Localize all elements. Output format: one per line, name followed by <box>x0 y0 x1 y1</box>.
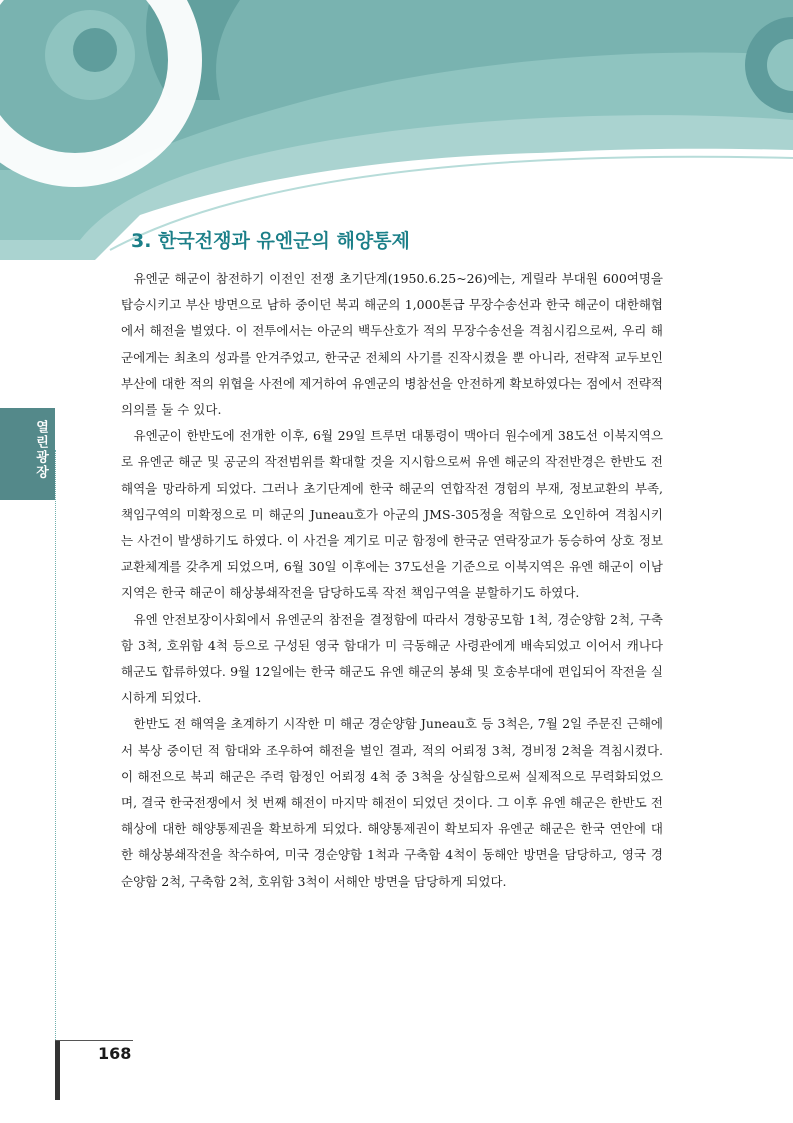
paragraph: 유엔 안전보장이사회에서 유엔군의 참전을 결정함에 따라서 경항공모함 1척, 경순양함 2척, 구축함 3척, 호위함 4척 등으로 구성된 영국 함대가 미 극동해군 사령관에게 배속되었고 이어서 캐나다 해군도 합류하였다. 9월 12일에는 한국 해군도 유엔 해군의 봉쇄 및 호송부대에 편입되어 작전을 실시하게 되었다. <box>121 611 663 706</box>
section-title: 3. 한국전쟁과 유엔군의 해양통제 <box>131 230 410 252</box>
page-number-rule <box>55 1040 133 1041</box>
body-text <box>121 266 663 895</box>
sidebar-label: 열린광장 <box>33 420 48 480</box>
paragraph: 한반도 전 해역을 초계하기 시작한 미 해군 경순양함 Juneau호 등 3척은, 7월 2일 주문진 근해에서 북상 중이던 적 함대와 조우하여 해전을 벌인 결과, 적의 어뢰정 3척, 경비정 2척을 격침시켰다. 이 해전으로 북괴 해군은 주력 함정인 어뢰정 4척 중 3척을 상실함으로써 실제적으로 무력화되었으며, 결국 한국전쟁에서 첫 번째 해전이 마지막 해전이 되었던 것이다. 그 이후 유엔 해군은 한반도 전 해상에 대한 해양통제권을 확보하게 되었다. 해양통제권이 확보되자 유엔군 해군은 한국 연안에 대한 해상봉쇄작전을 착수하여, 미국 경순양함 1척과 구축함 4척이 동해안 방면을 담당하고, 영국 경순양함 2척, 구축함 2척, 호위함 3척이 서해안 방면을 담당하게 되었다. <box>121 716 663 889</box>
header-decoration <box>0 0 793 260</box>
paragraph: 유엔군이 한반도에 전개한 이후, 6월 29일 트루먼 대통령이 맥아더 원수에게 38도선 이북지역으로 유엔군 해군 및 공군의 작전범위를 확대할 것을 지시함으로써 유엔 해군의 작전반경은 한반도 전 해역을 망라하게 되었다. 그러나 초기단계에 한국 해군의 연합작전 경험의 부재, 정보교환의 부족, 책임구역의 미확정으로 미 해군의 Juneau호가 아군의 JMS-305정을 적함으로 오인하여 격침시키는 사건이 발생하기도 하였다. 이 사건을 계기로 미군 함정에 한국군 연락장교가 동승하여 상호 정보교환체계를 갖추게 되었으며, 6월 30일 이후에는 37도선을 기준으로 이북지역은 유엔 해군이 이남지역은 한국 해군이 해상봉쇄작전을 담당하도록 작전 책임구역을 분할하기도 하였다. <box>121 428 663 601</box>
header-ring-core <box>73 28 117 72</box>
sidebar-rule <box>55 450 56 1040</box>
page-number-bar <box>55 1040 60 1100</box>
page-number: 168 <box>98 1044 132 1063</box>
paragraph: 유엔군 해군이 참전하기 이전인 전쟁 초기단계(1950.6.25~26)에는, 게릴라 부대원 600여명을 탑승시키고 부산 방면으로 남하 중이던 북괴 해군의 1,000톤급 무장수송선과 한국 해군이 대한해협에서 해전을 벌였다. 이 전투에서는 아군의 백두산호가 적의 무장수송선을 격침시킴으로써, 우리 해군에게는 최초의 성과를 안겨주었고, 한국군 전체의 사기를 진작시켰을 뿐 아니라, 전략적 교두보인 부산에 대한 적의 위협을 사전에 제거하여 유엔군의 병참선을 안전하게 확보하였다는 점에서 전략적 의의를 둘 수 있다. <box>121 271 663 418</box>
